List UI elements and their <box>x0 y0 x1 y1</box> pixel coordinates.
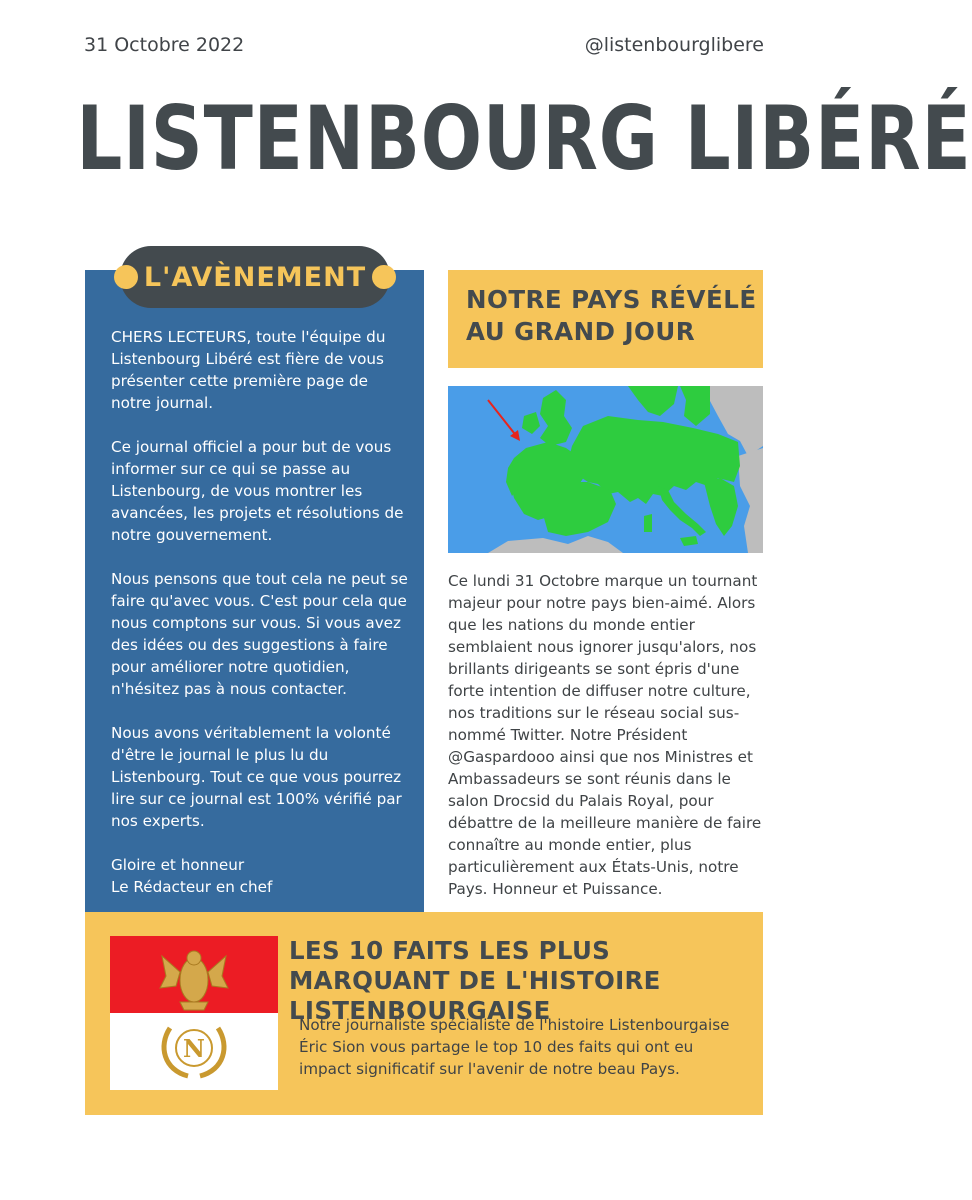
editorial-signoff-line2: Le Rédacteur en chef <box>111 878 273 896</box>
feature-text <box>448 570 766 900</box>
flag-letter: N <box>183 1034 205 1063</box>
editorial-text <box>111 326 411 898</box>
editorial-paragraph: Nous pensons que tout cela ne peut se faire qu'avec vous. C'est pour cela que nous comptons sur vous. Si vous avez des idées ou des suggestions à faire pour améliorer notre quotidien, n'hésitez pas à nous contacter. <box>111 570 408 698</box>
editorial-paragraph: Ce journal officiel a pour but de vous informer sur ce qui se passe au Listenbourg, de vous montrer les avancées, les projets et résolutions de notre gouvernement. <box>111 438 404 544</box>
feature-header <box>448 270 763 368</box>
history-title: LES 10 FAITS LES PLUS MARQUANT DE L'HISTOIRE LISTENBOURGAISE <box>289 936 661 1025</box>
pill-dot-left <box>114 265 138 289</box>
history-body: Notre journaliste spécialiste de l'histoire Listenbourgaise Éric Sion vous partage le top 10 des faits qui ont eu impact significatif sur l'avenir de notre beau Pays. <box>299 1016 730 1078</box>
editorial-paragraph: CHERS LECTEURS, toute l'équipe du Listenbourg Libéré est fière de vous présenter cette première page de notre journal. <box>111 328 386 412</box>
issue-date: 31 Octobre 2022 <box>84 34 245 56</box>
feature-title: NOTRE PAYS RÉVÉLÉ AU GRAND JOUR <box>466 285 757 346</box>
europe-map-image <box>448 386 763 553</box>
editorial-paragraph: Nous avons véritablement la volonté d'être le journal le plus lu du Listenbourg. Tout ce que vous pourrez lire sur ce journal est 100% vérifié par nos experts. <box>111 724 402 830</box>
twitter-handle[interactable]: @listenbourglibere <box>584 34 764 56</box>
editorial-title-pill <box>120 246 390 308</box>
feature-body: Ce lundi 31 Octobre marque un tournant majeur pour notre pays bien-aimé. Alors que les nations du monde entier semblaient nous ignorer jusqu'alors, nos brillants dirigeants se sont épris d'une forte intention de diffuser notre culture, nos traditions sur le réseau social sus-nommé Twitter. Notre Président @Gaspardooo ainsi que nos Ministres et Ambassadeurs se sont réunis dans le salon Drocsid du Palais Royal, pour débattre de la meilleure manière de faire connaître au monde entier, plus particulièrement aux États-Unis, notre Pays. Honneur et Puissance. <box>448 572 762 898</box>
pill-dot-right <box>372 265 396 289</box>
newspaper-title: LISTENBOURG LIBÉRÉ <box>76 87 972 190</box>
editorial-signoff-line1: Gloire et honneur <box>111 856 245 874</box>
imperial-flag-image <box>110 936 278 1090</box>
editorial-title: L'AVÈNEMENT <box>143 261 367 293</box>
